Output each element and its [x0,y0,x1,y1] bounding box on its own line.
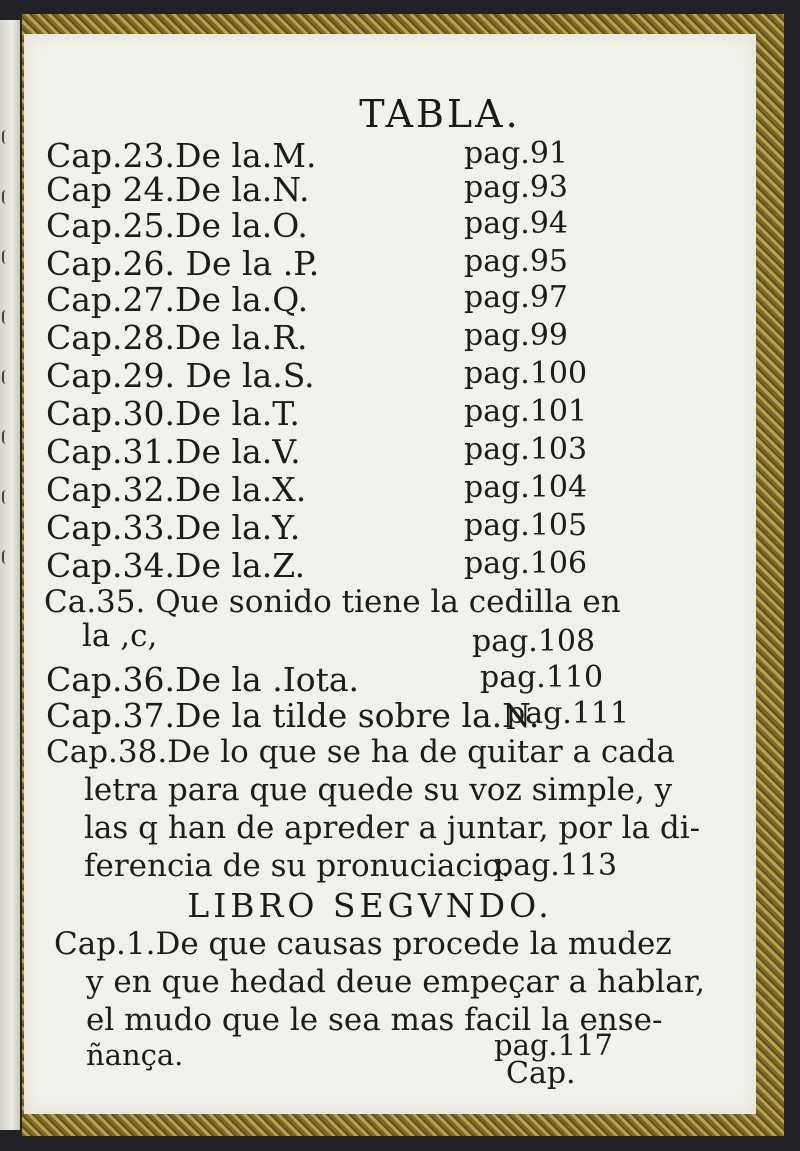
toc-entry-page: pag.93 [464,170,569,205]
toc-entry-page: pag.111 [506,696,630,731]
toc-entry-36 [24,660,756,699]
toc-entry-book2-1-line-2: y en que hedad deue empeçar a hablar, [86,964,705,1000]
toc-entry-page: pag.99 [464,318,569,353]
toc-entry [24,546,756,585]
toc-entry [24,356,756,395]
toc-entry [24,280,756,319]
toc-entry-page: pag.105 [464,508,588,543]
catchword: Cap. [506,1056,576,1091]
toc-entry-38-page: pag.113 [494,848,618,883]
toc-entry-label: Cap.28.De la.R. [46,318,308,357]
toc-entry [24,470,756,509]
toc-entry-book2-1-page: pag.117 [494,1028,613,1062]
toc-entry-35-page: pag.108 [472,624,596,659]
toc-entry [24,318,756,357]
toc-entry-label: Cap.26. De la .P. [46,244,320,283]
page-title: TABLA. [359,92,521,136]
toc-entry-37 [24,696,756,735]
toc-entry-label: Cap.30.De la.T. [46,394,300,433]
toc-entry-label: Cap.31.De la.V. [46,432,301,471]
toc-entry-label: Cap.36.De la .Iota. [46,660,360,699]
toc-entry-page: pag.103 [464,432,588,467]
toc-entry-book2-1-line-4: ñança. [86,1038,184,1072]
toc-entry-38-line-3: las q han de apreder a juntar, por la di- [84,810,701,846]
toc-entry-book2-1-line-1: Cap.1.De que causas procede la mudez [54,926,672,962]
toc-entry-35-line-2: la ,c, [82,618,158,654]
toc-entry-page: pag.106 [464,546,588,581]
toc-entry-page: pag.95 [464,244,569,279]
toc-entry-label: Cap.27.De la.Q. [46,280,309,319]
toc-entry [24,170,756,209]
toc-entry [24,508,756,547]
toc-entry-label: Cap.32.De la.X. [46,470,307,509]
toc-entry-35-line-1: Ca.35. Que sonido tiene la cedilla en [44,584,621,620]
toc-entry-book2-1-line-3: el mudo que le sea mas facil la ense- [86,1002,663,1038]
section-heading: LIBRO SEGVNDO. [187,886,553,925]
toc-entry-label: Cap 24.De la.N. [46,170,310,209]
toc-entry-label: Cap.29. De la.S. [46,356,315,395]
toc-entry-38-line-1: Cap.38.De lo que se ha de quitar a cada [46,734,675,770]
toc-entry-label: Cap.23.De la.M. [46,136,317,175]
toc-entry [24,244,756,283]
toc-entry [24,432,756,471]
toc-entry [24,394,756,433]
toc-entry-page: pag.97 [464,280,569,315]
toc-entry-label: Cap.37.De la tilde sobre la.N. [46,696,540,735]
toc-entry-page: pag.91 [464,136,569,171]
book-page [24,34,756,1114]
toc-entry-38-line-2: letra para que quede su voz simple, y [84,772,673,808]
toc-entry-label: Cap.25.De la.O. [46,206,308,245]
toc-entry-38-line-4: ferencia de su pronuciacio. [84,848,511,884]
toc-entry [24,206,756,245]
toc-entry-page: pag.110 [480,660,604,695]
previous-page-edge [0,20,20,1130]
toc-entry-label: Cap.34.De la.Z. [46,546,306,585]
toc-entry-page: pag.100 [464,356,588,391]
toc-entry-page: pag.101 [464,394,588,429]
toc-entry-page: pag.104 [464,470,588,505]
toc-entry-label: Cap.33.De la.Y. [46,508,301,547]
toc-entry [24,136,756,175]
toc-entry-page: pag.94 [464,206,569,241]
